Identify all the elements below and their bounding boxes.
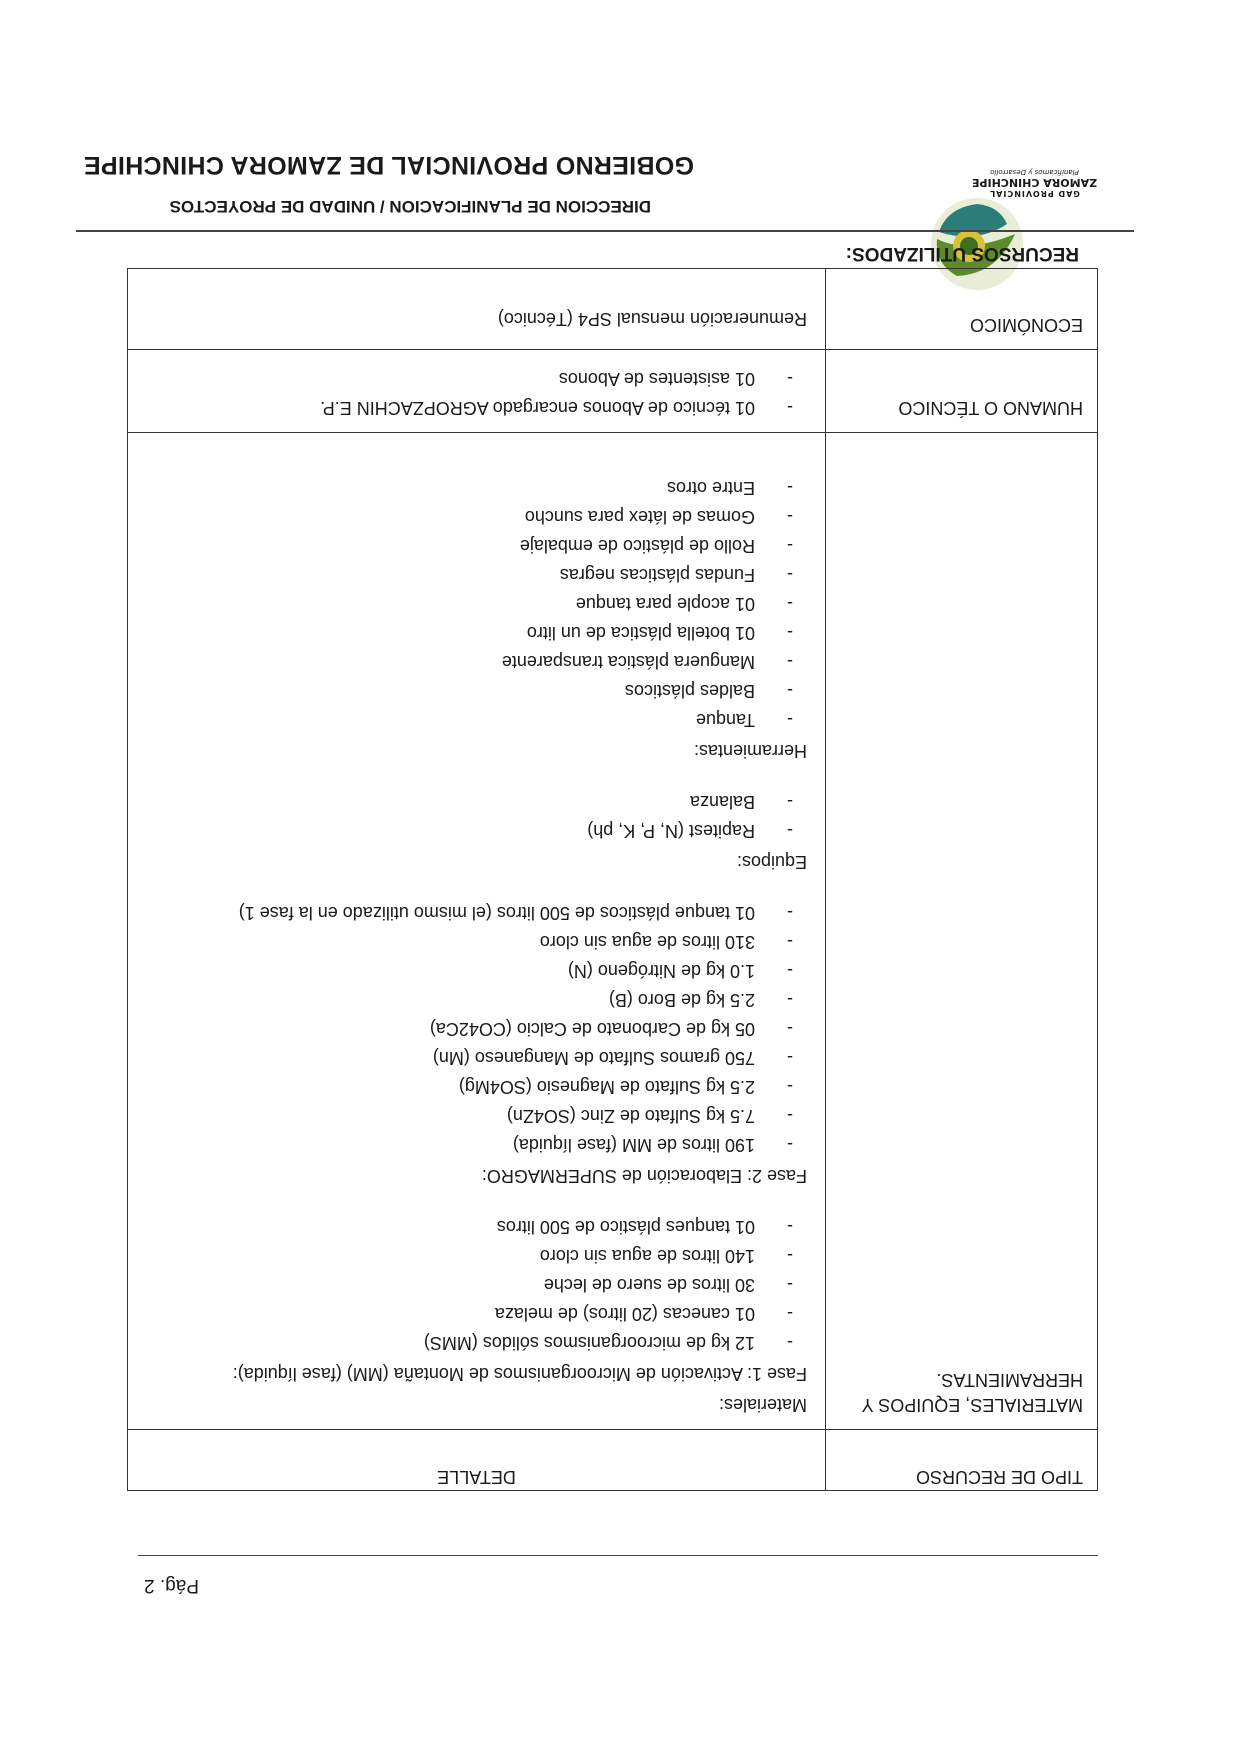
logo-line-3: Planificamos y Desarrollo	[990, 168, 1079, 176]
list-item: - 01 tanque plásticos de 500 litros (el mismo utilizado en la fase 1)	[140, 900, 807, 925]
resources-table	[127, 268, 1098, 1491]
resource-detail-economic: Remuneración mensual SP4 (Técnico)	[128, 269, 826, 350]
list-item: - 2.5 kg de Boro (B)	[140, 987, 807, 1012]
equipos-list	[140, 789, 807, 843]
equipos-label: Equipos:	[736, 852, 807, 872]
list-item: - 05 kg de Carbonato de Calcio (CO42Ca)	[140, 1016, 807, 1041]
logo-line-2: ZAMORA CHINCHIPE	[971, 176, 1098, 189]
logo-line-1: GAD PROVINCIAL	[989, 189, 1080, 198]
list-item: - Balanza	[140, 789, 807, 814]
herramientas-label: Herramientas:	[693, 741, 807, 761]
list-item: - 01 tanques plástico de 500 litros	[140, 1214, 807, 1239]
human-list	[140, 366, 807, 420]
resource-type-materials: MATERIALES, EQUIPOS Y HERRAMIENTAS.	[826, 433, 1098, 1430]
list-item: - 01 asistentes de Abonos	[140, 366, 807, 391]
table-row-economic	[128, 269, 1098, 350]
table-row-materials	[128, 433, 1098, 1430]
fase1-label: Fase 1: Activación de Microorganismos de Montaña (MM) (fase líquida):	[232, 1364, 807, 1384]
table-row-human	[128, 350, 1098, 433]
organization-title: GOBIERNO PROVINCIAL DE ZAMORA CHINCHIPE	[83, 151, 694, 179]
list-item: - Rollo de plástico de embalaje	[140, 533, 807, 558]
fase2-label: Fase 2: Elaboración de SUPERMAGRO:	[481, 1166, 807, 1186]
resource-detail-materials	[128, 433, 826, 1430]
list-item: - Baldes plásticos	[140, 678, 807, 703]
resource-type-economic: ECONÓMICO	[826, 269, 1098, 350]
list-item: - Manguera plástica transparente	[140, 649, 807, 674]
list-item: - 01 acople para tanque	[140, 591, 807, 616]
list-item: - 30 litros de suero de leche	[140, 1272, 807, 1297]
header-divider	[76, 230, 1134, 232]
resource-type-human: HUMANO O TÉCNICO	[826, 350, 1098, 433]
fase2-list	[140, 900, 807, 1157]
list-item: - 01 técnico de Abonos encargado AGROPZACHIN E.P.	[140, 395, 807, 420]
list-item: - 1.0 kg de Nitrógeno (N)	[140, 958, 807, 983]
table-header-row	[128, 1430, 1098, 1491]
list-item: - Rapitest (N, P, K, ph)	[140, 818, 807, 843]
resource-detail-human	[128, 350, 826, 433]
herramientas-list	[140, 475, 807, 732]
section-label: RECURSOS UTILIZADOS:	[845, 243, 1079, 264]
list-item: - 01 botella plástica de un litro	[140, 620, 807, 645]
list-item: - Tanque	[140, 707, 807, 732]
page-number: Pág. 2	[144, 1575, 199, 1596]
column-header-detail: DETALLE	[128, 1430, 826, 1491]
list-item: - 140 litros de agua sin cloro	[140, 1243, 807, 1268]
list-item: - Gomas de látex para suncho	[140, 504, 807, 529]
list-item: - Fundas plásticas negras	[140, 562, 807, 587]
list-item: - 7.5 kg Sulfato de Zinc (SO4Zn)	[140, 1103, 807, 1128]
list-item: - Entre otros	[140, 475, 807, 500]
list-item: - 750 gramos Sulfato de Manganeso (Mn)	[140, 1045, 807, 1070]
list-item: - 12 kg de microorganismos sólidos (MMS)	[140, 1330, 807, 1355]
list-item: - 310 litros de agua sin cloro	[140, 929, 807, 954]
footer-divider	[138, 1555, 1098, 1556]
fase1-list	[140, 1214, 807, 1355]
gad-logo-text	[892, 166, 1177, 199]
materiales-label: Materiales:	[718, 1395, 807, 1415]
column-header-type: TIPO DE RECURSO	[826, 1430, 1098, 1491]
list-item: - 190 litros de MM (fase líquida)	[140, 1132, 807, 1157]
organization-subtitle: DIRECCION DE PLANIFICACION / UNIDAD DE PROYECTOS	[169, 197, 651, 216]
list-item: - 2.5 kg Sulfato de Magnesio (SO4Mg)	[140, 1074, 807, 1099]
list-item: - 01 canecas (20 litros) de melaza	[140, 1301, 807, 1326]
